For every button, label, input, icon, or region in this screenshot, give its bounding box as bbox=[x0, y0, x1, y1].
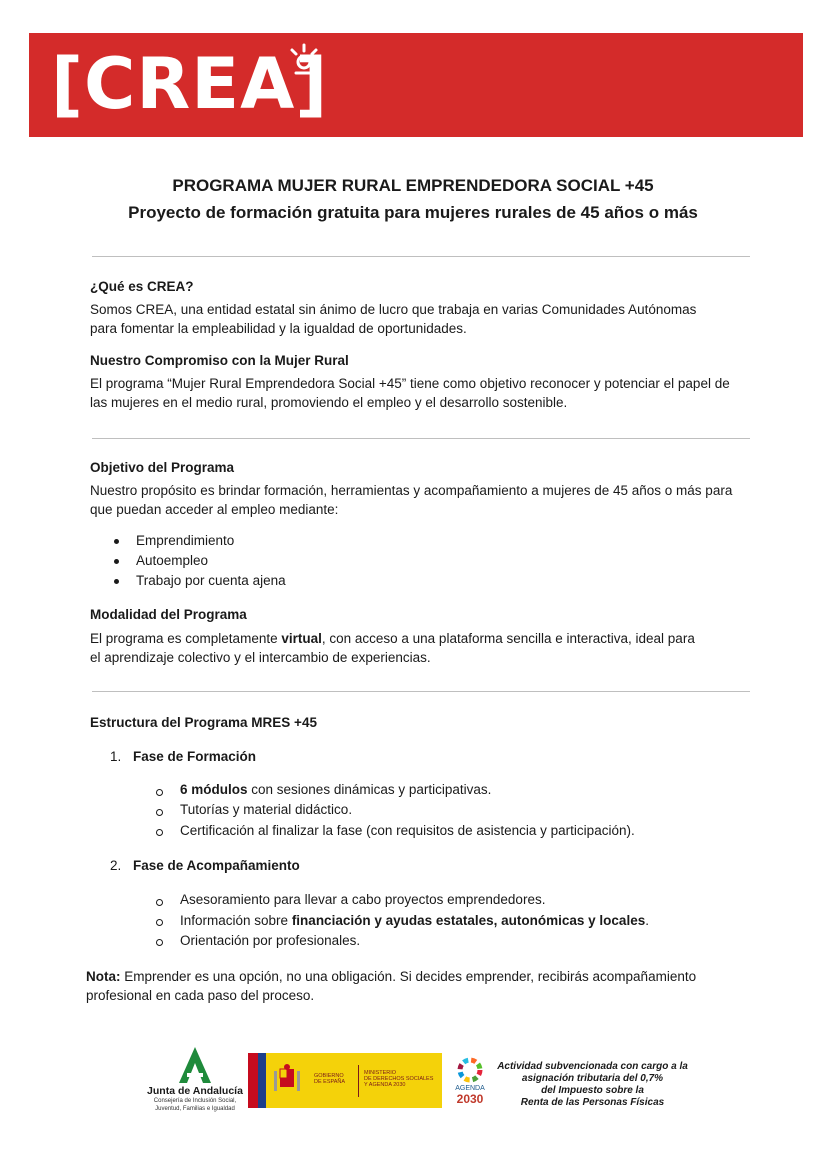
circle-bullet-icon bbox=[156, 899, 163, 906]
sdg-wheel-icon bbox=[455, 1055, 485, 1085]
section-heading-modalidad: Modalidad del Programa bbox=[90, 607, 247, 622]
list-item: Asesoramiento para llevar a cabo proyectos emprendedores. bbox=[180, 892, 546, 907]
section-heading-que-es: ¿Qué es CREA? bbox=[90, 279, 194, 294]
list-item: Información sobre financiación y ayudas estatales, autonómicas y locales. bbox=[180, 913, 649, 928]
ministerio-label: MINISTERIO DE DERECHOS SOCIALES Y AGENDA 2030 bbox=[364, 1070, 434, 1088]
section-heading-estructura: Estructura del Programa MRES +45 bbox=[90, 715, 317, 730]
section-text-objetivo: Nuestro propósito es brindar formación, herramientas y acompañamiento a mujeres de 45 años o más para que puedan acceder al empleo mediante: bbox=[90, 483, 733, 517]
circle-bullet-icon bbox=[156, 939, 163, 946]
circle-bullet-icon bbox=[156, 809, 163, 816]
circle-bullet-icon bbox=[156, 789, 163, 796]
junta-name: Junta de Andalucía bbox=[147, 1085, 243, 1097]
lightbulb-icon bbox=[286, 43, 322, 79]
flag-stripe bbox=[248, 1053, 258, 1108]
header-banner bbox=[29, 33, 803, 137]
junta-subtitle: Consejería de Inclusión Social, bbox=[153, 1098, 237, 1104]
agenda-2030-logo bbox=[447, 1055, 493, 1106]
document-subtitle: Proyecto de formación gratuita para mujeres rurales de 45 años o más bbox=[128, 203, 698, 222]
list-item: Certificación al finalizar la fase (con requisitos de asistencia y participación). bbox=[180, 823, 635, 838]
list-number: 2. bbox=[110, 858, 122, 873]
bullet-icon bbox=[114, 559, 119, 564]
crea-logo: [CREA] bbox=[51, 43, 329, 125]
document-title: PROGRAMA MUJER RURAL EMPRENDEDORA SOCIAL +45 bbox=[172, 176, 654, 195]
list-number: 1. bbox=[110, 749, 122, 764]
bullet-icon bbox=[114, 579, 119, 584]
bullet-icon bbox=[114, 539, 119, 544]
section-text-compromiso: El programa “Mujer Rural Emprendedora Social +45” tiene como objetivo reconocer y potenciar el papel de las mujeres en el medio rural, promoviendo el empleo y el desarrollo sostenible. bbox=[90, 376, 730, 410]
note: Nota: Emprender es una opción, no una obligación. Si decides emprender, recibirás acompañamiento profesional en cada paso del proceso. bbox=[86, 969, 697, 1003]
divider bbox=[92, 256, 750, 257]
divider bbox=[358, 1065, 359, 1097]
junta-andalucia-logo bbox=[145, 1045, 245, 1113]
gobierno-espana-logo bbox=[248, 1053, 442, 1108]
list-item: Autoempleo bbox=[136, 553, 209, 568]
coat-of-arms-icon bbox=[272, 1063, 302, 1099]
phase-title-formacion: Fase de Formación bbox=[133, 749, 257, 764]
divider bbox=[92, 691, 750, 692]
subvention-note: Actividad subvencionada con cargo a la asignación tributaria del 0,7% del Impuesto sobre la Renta de las Personas Físicas bbox=[497, 1061, 688, 1108]
divider bbox=[92, 438, 750, 439]
gobierno-label: GOBIERNO DE ESPAÑA bbox=[314, 1073, 346, 1085]
list-item: Tutorías y material didáctico. bbox=[180, 802, 353, 817]
junta-a-icon bbox=[175, 1045, 215, 1085]
list-item: Orientación por profesionales. bbox=[180, 933, 361, 948]
phase-title-acompanamiento: Fase de Acompañamiento bbox=[133, 858, 300, 873]
list-item: Trabajo por cuenta ajena bbox=[136, 573, 286, 588]
list-item: Emprendimiento bbox=[136, 533, 235, 548]
section-text-modalidad: El programa es completamente virtual, con acceso a una plataforma sencilla e interactiva, ideal para el aprendizaje colectivo y el intercambio de experiencias. bbox=[90, 631, 695, 665]
agenda-label: AGENDA bbox=[455, 1085, 485, 1092]
junta-subtitle: Juventud, Familias e Igualdad bbox=[155, 1106, 235, 1112]
list-item: 6 módulos con sesiones dinámicas y participativas. bbox=[180, 782, 492, 797]
agenda-year: 2030 bbox=[456, 1092, 484, 1106]
section-heading-compromiso: Nuestro Compromiso con la Mujer Rural bbox=[90, 353, 349, 368]
section-heading-objetivo: Objetivo del Programa bbox=[90, 460, 235, 475]
section-text-que-es: Somos CREA, una entidad estatal sin ánimo de lucro que trabaja en varias Comunidades Autónomas para fomentar la empleabilidad y la igualdad de oportunidades. bbox=[90, 302, 697, 336]
circle-bullet-icon bbox=[156, 829, 163, 836]
flag-stripe bbox=[258, 1053, 266, 1108]
circle-bullet-icon bbox=[156, 919, 163, 926]
